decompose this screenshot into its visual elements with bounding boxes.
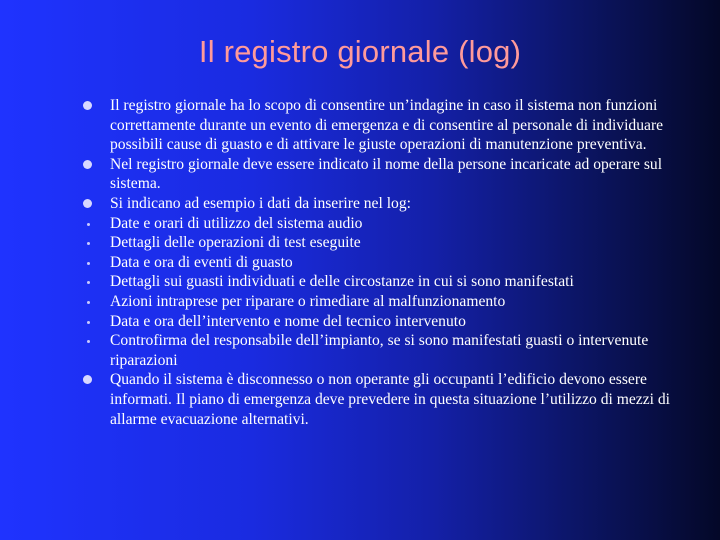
list-item [82, 155, 692, 194]
bullet-list [82, 96, 692, 429]
list-item [82, 214, 692, 234]
list-item-text: Quando il sistema è disconnesso o non operante gli occupanti l’edificio devono essere informati. Il piano di emergenza deve prevedere in questa situazione l’utilizzo di mezzi di allarme evacuazione alternativi. [110, 371, 671, 428]
list-item-text: Nel registro giornale deve essere indicato il nome della persone incaricate ad operare sul sistema. [110, 155, 663, 193]
list-item-text: Date e orari di utilizzo del sistema audio [110, 214, 363, 232]
slide-title: Il registro giornale (log) [198, 34, 522, 69]
list-item-text: Controfirma del responsabile dell’impianto, se si sono manifestati guasti o intervenute riparazioni [110, 332, 649, 369]
list-item [82, 233, 692, 253]
list-item [82, 292, 692, 312]
list-item [82, 96, 692, 155]
list-item-text: Dettagli delle operazioni di test eseguite [110, 234, 361, 252]
list-item [82, 370, 692, 429]
list-item [82, 312, 692, 332]
list-item [82, 253, 692, 273]
list-item-text: Azioni intraprese per riparare o rimediare al malfunzionamento [110, 292, 506, 310]
list-item-text: Si indicano ad esempio i dati da inserire nel log: [110, 194, 411, 212]
list-item [82, 194, 692, 214]
list-item-text: Data e ora di eventi di guasto [110, 253, 293, 271]
list-item [82, 272, 692, 292]
list-item [82, 331, 692, 370]
list-item-text: Data e ora dell’intervento e nome del tecnico intervenuto [110, 312, 466, 330]
list-item-text: Il registro giornale ha lo scopo di consentire un’indagine in caso il sistema non funzioni correttamente durante un evento di emergenza e di consentire al personale di individuare possibili cause di guasto e di attivare le giuste operazioni di manutenzione preventiva. [110, 97, 664, 154]
list-item-text: Dettagli sui guasti individuati e delle circostanze in cui si sono manifestati [110, 273, 574, 291]
